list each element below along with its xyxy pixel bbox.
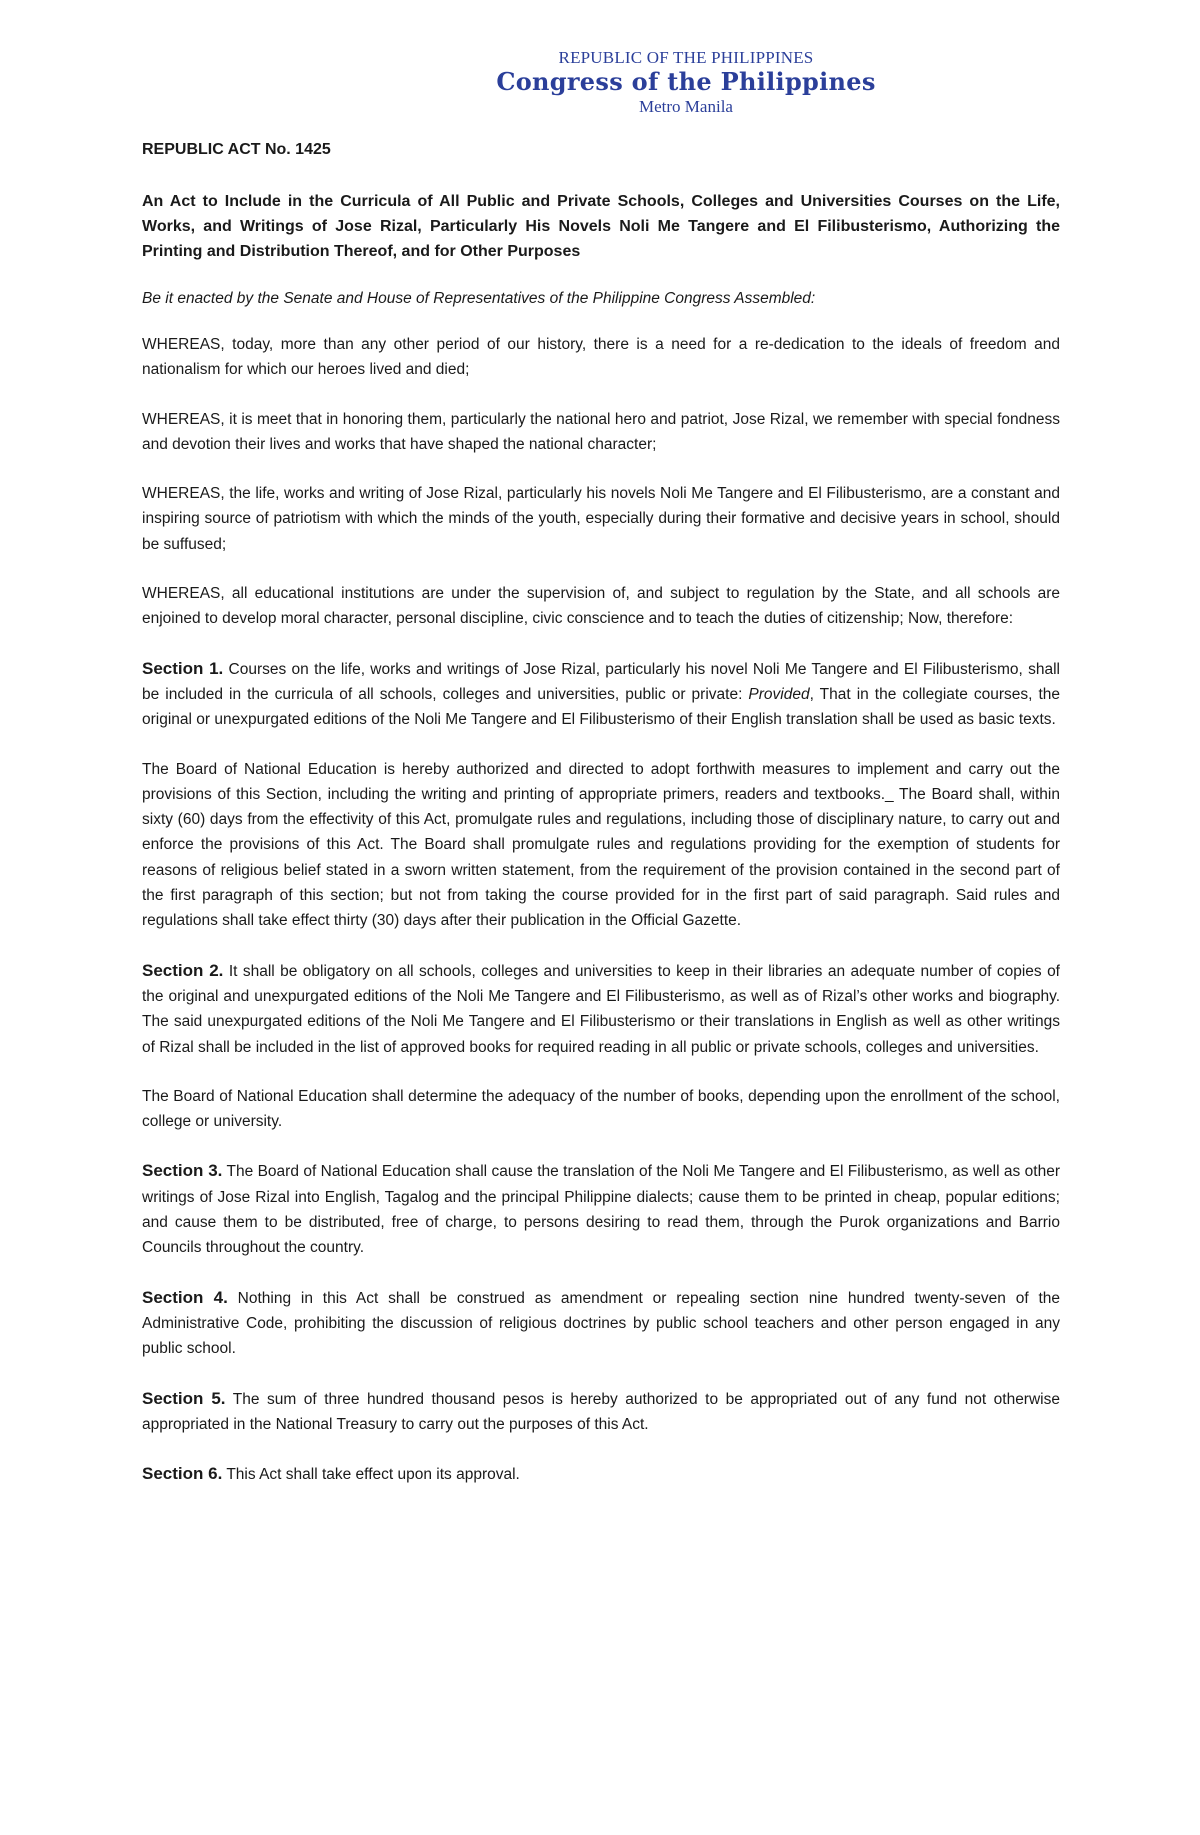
act-title: An Act to Include in the Curricula of All Public and Private Schools, Colleges and Universities Courses on the Life, Works, and Writings of Jose Rizal, Particularly His Novels Noli Me Tangere and El Filibusterismo, Authorizing the Printing and Distribution Thereof, and for Other Purposes bbox=[142, 193, 1060, 260]
section-3-label: Section 3. bbox=[142, 1161, 223, 1181]
section-6-text: This Act shall take effect upon its approval. bbox=[222, 1466, 520, 1484]
section-1-text-a: Courses on the life, works and writings of Jose Rizal, particularly his novel Noli Me Tangere and El Filibusterismo, shall be included in the curricula of all schools, colleges and universities, public or private: bbox=[142, 660, 1060, 703]
section-3-text: The Board of National Education shall cause the translation of the Noli Me Tangere and El Filibusterismo, as well as other writings of Jose Rizal into English, Tagalog and the principal Philippine dialects; cause them to be printed in cheap, popular editions; and cause them to be distributed, free of charge, to persons desiring to read them, through the Purok organizations and Barrio Councils throughout the country. bbox=[142, 1163, 1060, 1257]
section-4-paragraph bbox=[142, 1285, 1060, 1362]
section-2-paragraph-2: The Board of National Education shall determine the adequacy of the number of books, depending upon the enrollment of the school, college or university. bbox=[142, 1087, 1060, 1131]
section-4-text: Nothing in this Act shall be construed as amendment or repealing section nine hundred twenty-seven of the Administrative Code, prohibiting the discussion of religious doctrines by public school teachers and other person engaged in any public school. bbox=[142, 1289, 1060, 1358]
letterhead-location: Metro Manila bbox=[639, 97, 733, 116]
section-5-label: Section 5. bbox=[142, 1388, 226, 1408]
whereas-clause-1: WHEREAS, today, more than any other period of our history, there is a need for a re-dedication to the ideals of freedom and nationalism for which our heroes lived and died; bbox=[142, 336, 1060, 379]
section-1-text-b: , That in the collegiate courses, the original or unexpurgated editions of the Noli Me Tangere and El Filibusterismo of their English translation shall be used as basic texts. bbox=[142, 685, 1060, 729]
section-4-label: Section 4. bbox=[142, 1287, 228, 1307]
section-1-label: Section 1. bbox=[142, 658, 224, 678]
letterhead-republic: REPUBLIC OF THE PHILIPPINES bbox=[558, 48, 814, 67]
enacting-clause: Be it enacted by the Senate and House of Representatives of the Philippine Congress Assembled: bbox=[142, 290, 816, 307]
section-3-paragraph bbox=[142, 1158, 1060, 1260]
section-1-paragraph-2: The Board of National Education is hereby authorized and directed to adopt forthwith measures to implement and carry out the provisions of this Section, including the writing and printing of appropriate primers, readers and textbooks._ The Board shall, within sixty (60) days from the effectivity of this Act, promulgate rules and regulations, including those of disciplinary nature, to carry out and enforce the provisions of this Act. The Board shall promulgate rules and regulations providing for the exemption of students for reasons of religious belief stated in a sworn written statement, from the requirement of the provision contained in the second part of the first paragraph of this section; but not from taking the course provided for in the first part of said paragraph. Said rules and regulations shall take effect thirty (30) days after their publication in the Official Gazette. bbox=[142, 760, 1060, 930]
section-5-paragraph bbox=[142, 1386, 1060, 1438]
section-1-paragraph-1 bbox=[142, 656, 1060, 733]
section-5-text: The sum of three hundred thousand pesos is hereby authorized to be appropriated out of any fund not otherwise appropriated in the National Treasury to carry out the purposes of this Act. bbox=[142, 1390, 1060, 1433]
section-6-paragraph bbox=[142, 1461, 1060, 1487]
letterhead-congress: Congress of the Philippines bbox=[496, 67, 876, 96]
section-2-paragraph-1 bbox=[142, 958, 1060, 1060]
section-2-text: It shall be obligatory on all schools, colleges and universities to keep in their libraries an adequate number of copies of the original and unexpurgated editions of the Noli Me Tangere and El Filibusterismo, as well as of Rizal’s other works and biography. The said unexpurgated editions of the Noli Me Tangere and El Filibusterismo or their translations in English as well as other writings of Rizal shall be included in the list of approved books for required reading in all public or private schools, colleges and universities. bbox=[142, 962, 1060, 1056]
section-2-label: Section 2. bbox=[142, 960, 224, 980]
whereas-clause-2: WHEREAS, it is meet that in honoring them, particularly the national hero and patriot, Jose Rizal, we remember with special fondness and devotion their lives and works that have shaped the national character; bbox=[142, 410, 1060, 453]
whereas-clause-3: WHEREAS, the life, works and writing of Jose Rizal, particularly his novels Noli Me Tangere and El Filibusterismo, are a constant and inspiring source of patriotism with which the minds of the youth, especially during their formative and decisive years in school, should be suffused; bbox=[142, 485, 1060, 553]
whereas-clause-4: WHEREAS, all educational institutions are under the supervision of, and subject to regulation by the State, and all schools are enjoined to develop moral character, personal discipline, civic conscience and to teach the duties of citizenship; Now, therefore: bbox=[142, 585, 1060, 628]
section-6-label: Section 6. bbox=[142, 1464, 223, 1484]
section-1-provided: Provided bbox=[748, 685, 810, 703]
letterhead bbox=[312, 48, 1060, 118]
act-number: REPUBLIC ACT No. 1425 bbox=[142, 141, 331, 158]
